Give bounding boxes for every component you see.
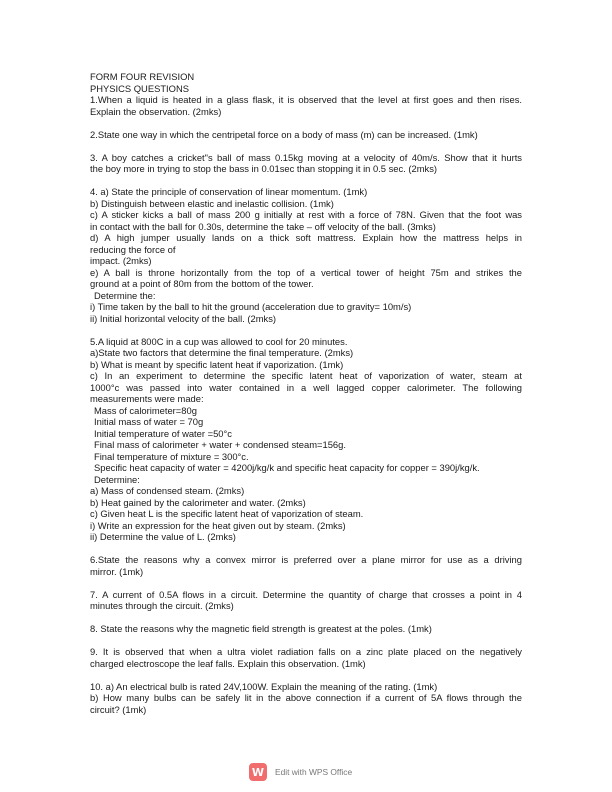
paragraph-spacer	[90, 612, 522, 624]
question-block	[90, 186, 522, 324]
question-block	[90, 589, 522, 612]
wps-edit-link[interactable]: Edit with WPS Office	[275, 767, 353, 777]
text-line: Determine the:	[94, 289, 156, 301]
question-block	[90, 623, 522, 635]
paragraph-spacer	[90, 635, 522, 647]
text-line: in contact with the ball for 0.30s, determine the take – off velocity of the ball. (3mks)	[90, 220, 436, 232]
text-line: ii) Determine the value of L. (2mks)	[90, 531, 236, 542]
text-line: i) Write an expression for the heat given out by steam. (2mks)	[90, 519, 346, 531]
text-line: i) Time taken by the ball to hit the ground (acceleration due to gravity= 10m/s)	[90, 301, 412, 312]
paragraph-spacer	[90, 175, 522, 187]
text-line: FORM FOUR REVISION	[90, 71, 195, 82]
text-line: the boy more in trying to stop the bass in 0.01sec than stopping it in 0.5 sec. (2mks)	[90, 163, 438, 174]
text-line: impact. (2mks)	[90, 255, 152, 266]
text-line: mirror. (1mk)	[90, 565, 144, 577]
text-line: Explain the observation. (2mks)	[90, 105, 222, 117]
text-line: PHYSICS QUESTIONS	[90, 82, 189, 94]
text-line: b) How many bulbs can be safely lit in the above connection if a current of 5A flows through the	[90, 692, 522, 703]
text-line: c) A sticker kicks a ball of mass 200 g initially at rest with a force of 78N. Given that the foot was	[90, 209, 522, 220]
text-line: 1000°c was passed into water contained in a well lagged copper calorimeter. The following	[90, 381, 522, 393]
text-line: 8. State the reasons why the magnetic field strength is greatest at the poles. (1mk)	[90, 623, 432, 634]
text-line: 3. A boy catches a cricket"s ball of mass 0.15kg moving at a velocity of 40m/s. Show that it hurts	[90, 151, 522, 163]
text-line: 7. A current of 0.5A flows in a circuit. Determine the quantity of charge that crosses a point in 4	[90, 588, 522, 600]
text-line: reducing the force of	[90, 243, 176, 255]
paragraph-spacer	[90, 324, 522, 336]
question-block	[90, 681, 522, 716]
document-body	[90, 71, 522, 715]
text-line: e) A ball is throne horizontally from the top of a vertical tower of height 75m and strikes the	[90, 266, 522, 278]
text-line: 4. a) State the principle of conservation of linear momentum. (1mk)	[90, 186, 368, 197]
text-line: a) Mass of condensed steam. (2mks)	[90, 485, 245, 496]
question-block	[90, 336, 522, 543]
text-line: Specific heat capacity of water = 4200j/kg/k and specific heat capacity for copper = 390j/kg/k.	[94, 462, 480, 473]
text-line: charged electroscope the leaf falls. Explain this observation. (1mk)	[90, 657, 366, 669]
text-line: 10. a) An electrical bulb is rated 24V,100W. Explain the meaning of the rating. (1mk)	[90, 680, 438, 692]
wps-logo-icon: W	[249, 763, 267, 781]
text-line: ground at a point of 80m from the bottom of the tower.	[90, 278, 314, 289]
text-line: Final mass of calorimeter + water + condensed steam=156g.	[94, 439, 346, 450]
text-line: b) Heat gained by the calorimeter and water. (2mks)	[90, 496, 306, 508]
text-line: ii) Initial horizontal velocity of the ball. (2mks)	[90, 312, 277, 324]
question-block	[90, 152, 522, 175]
text-line: d) A high jumper usually lands on a thick soft mattress. Explain how the mattress helps in	[90, 232, 522, 243]
paragraph-spacer	[90, 117, 522, 129]
text-line: 9. It is observed that when a ultra violet radiation falls on a zinc plate placed on the negatively	[90, 646, 522, 657]
text-line: a)State two factors that determine the final temperature. (2mks)	[90, 347, 354, 358]
question-block	[90, 646, 522, 669]
text-line: circuit? (1mk)	[90, 703, 147, 715]
text-line: Final temperature of mixture = 300°c.	[94, 450, 249, 462]
paragraph-spacer	[90, 543, 522, 555]
text-line: 5.A liquid at 800C in a cup was allowed to cool for 20 minutes.	[90, 335, 348, 347]
question-block	[90, 129, 522, 141]
text-line: Initial mass of water = 70g	[94, 416, 204, 427]
text-line: b) What is meant by specific latent heat if vaporization. (1mk)	[90, 358, 344, 370]
text-line: Mass of calorimeter=80g	[94, 404, 197, 416]
paragraph-spacer	[90, 140, 522, 152]
text-line: c) Given heat L is the specific latent heat of vaporization of steam.	[90, 508, 364, 519]
paragraph-spacer	[90, 577, 522, 589]
text-line: b) Distinguish between elastic and inelastic collision. (1mk)	[90, 197, 334, 209]
wps-footer[interactable]	[249, 763, 352, 781]
text-line: 6.State the reasons why a convex mirror is preferred over a plane mirror for use as a driving	[90, 554, 522, 565]
text-line: measurements were made:	[90, 393, 204, 404]
text-line: 2.State one way in which the centripetal force on a body of mass (m) can be increased. (1mk)	[90, 128, 478, 140]
text-line: Determine:	[94, 473, 140, 485]
question-block	[90, 71, 522, 117]
text-line: minutes through the circuit. (2mks)	[90, 600, 234, 611]
question-block	[90, 554, 522, 577]
text-line: 1.When a liquid is heated in a glass flask, it is observed that the level at first goes and then rises.	[90, 94, 522, 105]
paragraph-spacer	[90, 669, 522, 681]
text-line: c) In an experiment to determine the specific latent heat of vaporization of water, steam at	[90, 370, 522, 381]
text-line: Initial temperature of water =50°c	[94, 427, 232, 439]
